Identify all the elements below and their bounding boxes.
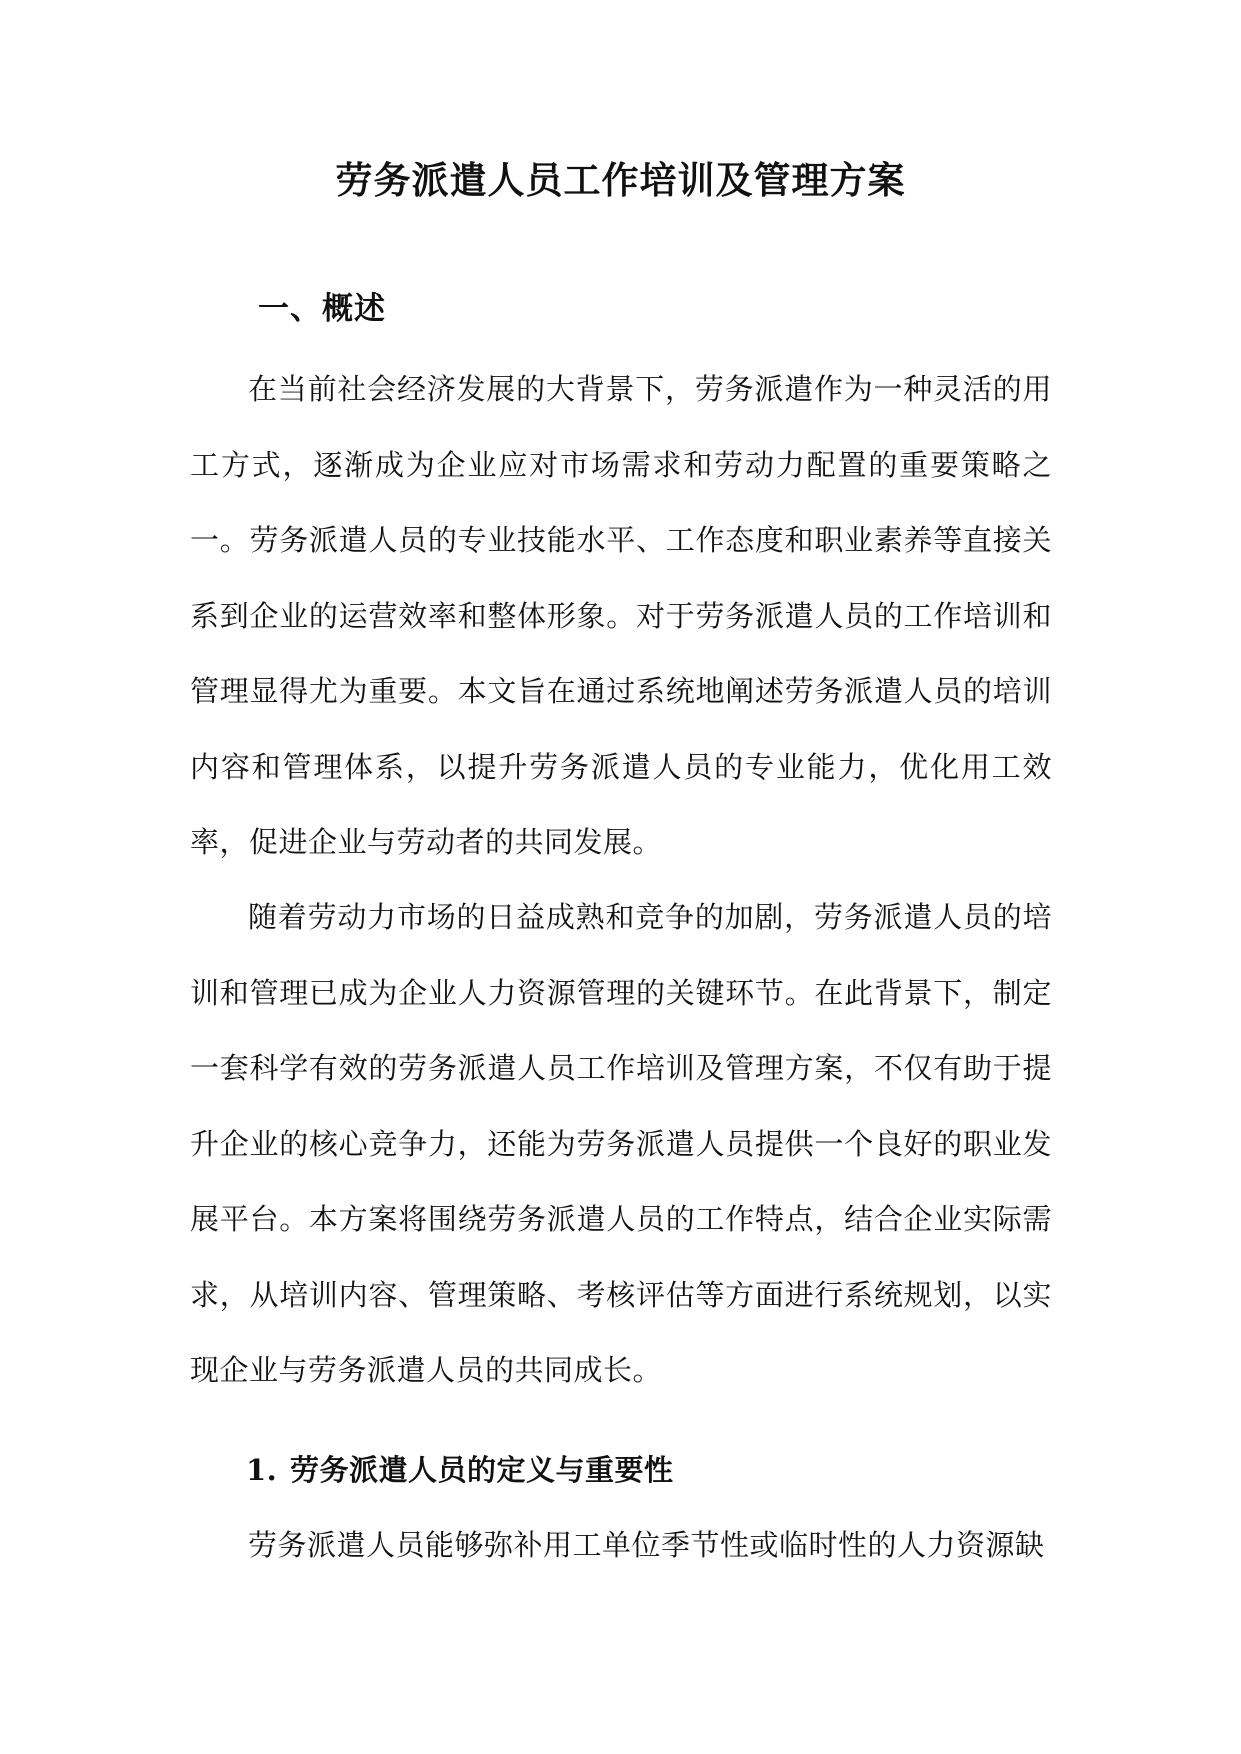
- subsection-heading: [246, 1448, 674, 1489]
- section-heading-overview: 一、概述: [258, 291, 386, 327]
- overview-paragraph-2: 随着劳动力市场的日益成熟和竞争的加剧，劳务派遣人员的培训和管理已成为企业人力资源管理的关键环节。在此背景下，制定一套科学有效的劳务派遣人员工作培训及管理方案，不仅有助于提升企业的核心竞争力，还能为劳务派遣人员提供一个良好的职业发展平台。本方案将围绕劳务派遣人员的工作特点，结合企业实际需求，从培训内容、管理策略、考核评估等方面进行系统规划，以实现企业与劳务派遣人员的共同成长。: [190, 900, 1052, 1387]
- subsection-number: 1.: [246, 1453, 278, 1487]
- subsection-paragraph: 劳务派遣人员能够弥补用工单位季节性或临时性的人力资源缺: [248, 1528, 1045, 1562]
- document-title: 劳务派遣人员工作培训及管理方案: [335, 158, 906, 202]
- overview-paragraph-1: 在当前社会经济发展的大背景下，劳务派遣作为一种灵活的用工方式，逐渐成为企业应对市场需求和劳动力配置的重要策略之一。劳务派遣人员的专业技能水平、工作态度和职业素养等直接关系到企业的运营效率和整体形象。对于劳务派遣人员的工作培训和管理显得尤为重要。本文旨在通过系统地阐述劳务派遣人员的培训内容和管理体系，以提升劳务派遣人员的专业能力，优化用工效率，促进企业与劳动者的共同发展。: [190, 372, 1052, 859]
- subsection-heading-text: 劳务派遣人员的定义与重要性: [290, 1453, 674, 1487]
